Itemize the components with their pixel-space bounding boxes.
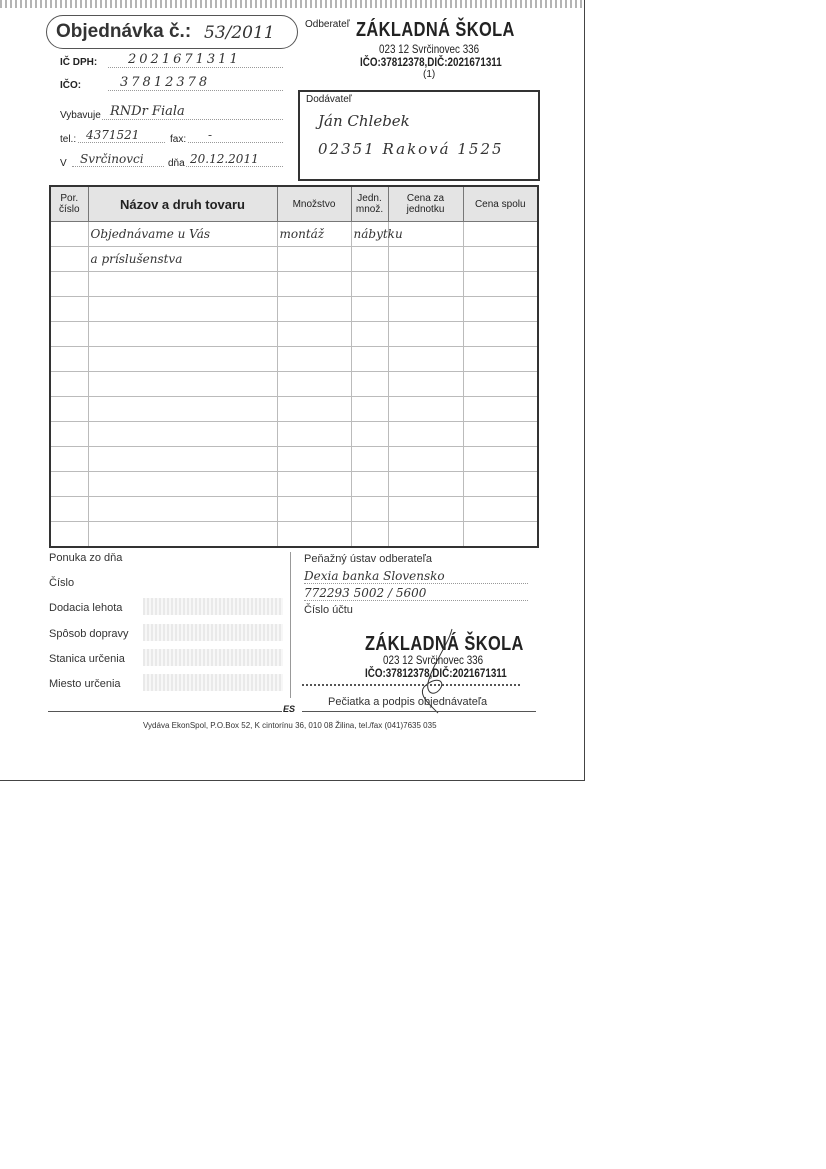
- cell-quantity[interactable]: [277, 322, 351, 347]
- destination-field[interactable]: [143, 674, 283, 691]
- table-row: [50, 397, 538, 422]
- cell-number[interactable]: [50, 322, 88, 347]
- cell-unit[interactable]: [351, 522, 388, 548]
- stamp-signature-label: Pečiatka a podpis objednávateľa: [328, 696, 488, 708]
- cell-number[interactable]: [50, 272, 88, 297]
- account-label: Číslo účtu: [304, 604, 353, 616]
- supplier-label: Dodávateľ: [306, 94, 352, 105]
- transport-label: Spôsob dopravy: [49, 628, 129, 640]
- tel-value[interactable]: 4371521: [78, 128, 165, 143]
- cell-total[interactable]: [463, 297, 538, 322]
- table-row: [50, 497, 538, 522]
- cell-unit-price[interactable]: [388, 272, 463, 297]
- fax-label: fax:: [170, 134, 187, 145]
- cell-unit-price[interactable]: [388, 472, 463, 497]
- number-label: Číslo: [49, 577, 75, 589]
- stamp-signature-line: [302, 684, 520, 686]
- transport-field[interactable]: [143, 624, 283, 641]
- cell-unit-price[interactable]: [388, 497, 463, 522]
- cell-total[interactable]: [463, 372, 538, 397]
- cell-number[interactable]: [50, 247, 88, 272]
- delivery-term-label: Dodacia lehota: [49, 602, 123, 614]
- cell-unit-price[interactable]: [388, 322, 463, 347]
- supplier-box: [298, 90, 540, 181]
- items-table: [49, 185, 539, 548]
- table-row: [50, 247, 538, 272]
- cell-number[interactable]: [50, 472, 88, 497]
- cell-item-name[interactable]: a príslušenstva: [88, 247, 277, 272]
- station-label: Stanica určenia: [49, 653, 125, 665]
- cell-number[interactable]: [50, 397, 88, 422]
- table-row: [50, 472, 538, 497]
- cell-unit-price[interactable]: [388, 372, 463, 397]
- right-signature-line: [302, 711, 536, 712]
- delivery-term-field[interactable]: [143, 598, 283, 615]
- cell-total[interactable]: [463, 397, 538, 422]
- cell-quantity[interactable]: [277, 472, 351, 497]
- cell-unit[interactable]: [351, 447, 388, 472]
- table-row: [50, 272, 538, 297]
- cell-total[interactable]: [463, 322, 538, 347]
- buyer-mark: (1): [423, 69, 436, 80]
- station-field[interactable]: [143, 649, 283, 666]
- cell-quantity[interactable]: [277, 347, 351, 372]
- ico-label: IČO:: [60, 80, 82, 91]
- cell-item-name[interactable]: [88, 347, 277, 372]
- cell-unit-price[interactable]: [388, 297, 463, 322]
- stamp-address: 023 12 Svrčinovec 336: [383, 653, 484, 667]
- tel-label: tel.:: [60, 134, 77, 145]
- stamp-name: ZÁKLADNÁ ŠKOLA: [365, 633, 524, 655]
- cell-quantity[interactable]: [277, 497, 351, 522]
- destination-label: Miesto určenia: [49, 678, 121, 690]
- date-value[interactable]: 20.12.2011: [186, 152, 283, 167]
- cell-quantity[interactable]: [277, 522, 351, 548]
- account-value[interactable]: 772293 5002 / 5600: [304, 586, 528, 601]
- table-row: [50, 372, 538, 397]
- buyer-label: Odberateľ: [305, 19, 350, 30]
- stamp-ids: IČO:37812378,DIČ:2021671311: [365, 666, 507, 680]
- cell-item-name[interactable]: [88, 397, 277, 422]
- supplier-name[interactable]: Ján Chlebek: [318, 112, 410, 130]
- col-header-number: Por. číslo: [50, 186, 88, 222]
- fax-value[interactable]: -: [188, 128, 283, 143]
- table-row: [50, 347, 538, 372]
- cell-total[interactable]: [463, 522, 538, 548]
- cell-quantity[interactable]: [277, 247, 351, 272]
- handled-by-label: Vybavuje: [60, 110, 101, 121]
- buyer-ids: IČO:37812378,DIČ:2021671311: [360, 55, 502, 69]
- cell-number[interactable]: [50, 222, 88, 247]
- cell-item-name[interactable]: Objednávame u Vás: [88, 222, 277, 247]
- cell-item-name[interactable]: [88, 297, 277, 322]
- cell-quantity[interactable]: [277, 297, 351, 322]
- place-value[interactable]: Svrčinovci: [72, 152, 164, 167]
- ico-value[interactable]: 37812378: [108, 75, 283, 91]
- cell-unit[interactable]: [351, 372, 388, 397]
- cell-unit[interactable]: [351, 322, 388, 347]
- vat-value[interactable]: 2021671311: [108, 52, 283, 68]
- cell-quantity[interactable]: montáž: [277, 222, 351, 247]
- cell-unit[interactable]: [351, 397, 388, 422]
- col-header-item-name: Názov a druh tovaru: [88, 186, 277, 222]
- col-header-total: Cena spolu: [463, 186, 538, 222]
- table-header-row: [50, 186, 538, 222]
- cell-quantity[interactable]: [277, 447, 351, 472]
- cell-number[interactable]: [50, 297, 88, 322]
- table-row: [50, 522, 538, 548]
- cell-item-name[interactable]: [88, 272, 277, 297]
- cell-number[interactable]: [50, 447, 88, 472]
- cell-item-name[interactable]: [88, 322, 277, 347]
- offer-from-label: Ponuka zo dňa: [49, 552, 123, 564]
- order-form-sheet: [0, 0, 585, 781]
- bottom-divider: [290, 552, 291, 698]
- cell-unit[interactable]: [351, 247, 388, 272]
- cell-unit-price[interactable]: [388, 347, 463, 372]
- bank-label: Peňažný ústav odberateľa: [304, 553, 432, 565]
- cell-total[interactable]: [463, 247, 538, 272]
- cell-number[interactable]: [50, 522, 88, 548]
- cell-unit-price[interactable]: [388, 522, 463, 548]
- cell-quantity[interactable]: [277, 372, 351, 397]
- cell-total[interactable]: [463, 222, 538, 247]
- cell-item-name[interactable]: [88, 422, 277, 447]
- left-signature-line: [48, 711, 282, 712]
- cell-total[interactable]: [463, 472, 538, 497]
- cell-item-name[interactable]: [88, 447, 277, 472]
- cell-item-name[interactable]: [88, 522, 277, 548]
- cell-item-name[interactable]: [88, 472, 277, 497]
- bank-value[interactable]: Dexia banka Slovensko: [304, 569, 528, 584]
- cell-unit-price[interactable]: [388, 422, 463, 447]
- cell-item-name[interactable]: [88, 372, 277, 397]
- cell-number[interactable]: [50, 422, 88, 447]
- table-row: [50, 222, 538, 247]
- col-header-quantity: Množstvo: [277, 186, 351, 222]
- cell-quantity[interactable]: [277, 272, 351, 297]
- table-row: [50, 297, 538, 322]
- cell-unit[interactable]: [351, 347, 388, 372]
- handled-by-value[interactable]: RNDr Fiala: [102, 104, 283, 120]
- order-number[interactable]: 53/2011: [204, 23, 275, 43]
- form-title: Objednávka č.:: [56, 21, 192, 42]
- cell-unit[interactable]: [351, 422, 388, 447]
- publisher-info: Vydáva EkonSpol, P.O.Box 52, K cintorínu 36, 010 08 Žilina, tel./fax (041)7635 035: [143, 721, 437, 730]
- cell-total[interactable]: [463, 447, 538, 472]
- cell-item-name[interactable]: [88, 497, 277, 522]
- cell-total[interactable]: [463, 272, 538, 297]
- buyer-address: 023 12 Svrčinovec 336: [379, 42, 480, 56]
- cell-unit[interactable]: [351, 497, 388, 522]
- cell-unit[interactable]: [351, 297, 388, 322]
- cell-number[interactable]: [50, 372, 88, 397]
- table-row: [50, 422, 538, 447]
- publisher-logo: ES: [283, 704, 296, 714]
- vat-label: IČ DPH:: [60, 57, 98, 68]
- table-row: [50, 322, 538, 347]
- cell-number[interactable]: [50, 347, 88, 372]
- cell-quantity[interactable]: [277, 422, 351, 447]
- cell-quantity[interactable]: [277, 397, 351, 422]
- cell-unit-price[interactable]: [388, 247, 463, 272]
- place-prefix: V: [60, 158, 67, 169]
- supplier-address[interactable]: 02351 Raková 1525: [318, 140, 504, 158]
- cell-unit[interactable]: nábytku: [351, 222, 388, 247]
- col-header-unit-price: Cena za jednotku: [388, 186, 463, 222]
- perforated-edge: [0, 0, 584, 8]
- cell-unit[interactable]: [351, 472, 388, 497]
- cell-total[interactable]: [463, 422, 538, 447]
- date-label: dňa: [168, 158, 185, 169]
- cell-unit[interactable]: [351, 272, 388, 297]
- buyer-name: ZÁKLADNÁ ŠKOLA: [356, 19, 515, 41]
- cell-total[interactable]: [463, 347, 538, 372]
- cell-number[interactable]: [50, 497, 88, 522]
- table-row: [50, 447, 538, 472]
- cell-unit-price[interactable]: [388, 397, 463, 422]
- cell-unit-price[interactable]: [388, 447, 463, 472]
- cell-total[interactable]: [463, 497, 538, 522]
- col-header-unit: Jedn. množ.: [351, 186, 388, 222]
